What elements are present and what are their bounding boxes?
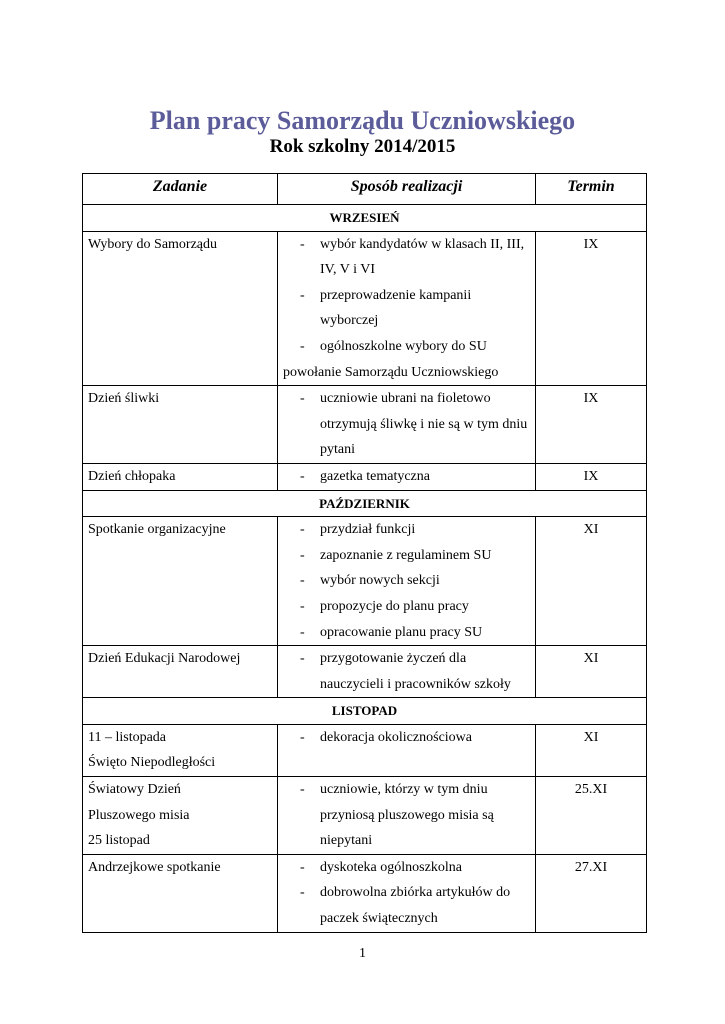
task-cell (83, 646, 278, 698)
table-row (83, 463, 647, 490)
table-row (83, 777, 647, 855)
term-cell: IX (536, 386, 647, 464)
task-cell (83, 854, 278, 932)
header-task: Zadanie (83, 174, 278, 205)
task-cell (83, 777, 278, 855)
task-cell (83, 463, 278, 490)
table-row (83, 646, 647, 698)
method-item: - opracowanie planu pracy SU (283, 620, 530, 646)
method-item: - wybór kandydatów w klasach II, III, IV, V i VI (283, 232, 530, 283)
task-line: Dzień Edukacji Narodowej (88, 651, 241, 667)
method-cell (278, 463, 536, 490)
header-method: Sposób realizacji (278, 174, 536, 205)
method-cell (278, 724, 536, 776)
method-cell (278, 517, 536, 646)
term-cell: XI (536, 646, 647, 698)
method-item: - przygotowanie życzeń dla nauczycieli i pracowników szkoły (283, 646, 530, 697)
method-item: - przydział funkcji (283, 517, 530, 543)
task-cell (83, 386, 278, 464)
month-label: PAŹDZIERNIK (83, 490, 647, 517)
method-item: - uczniowie ubrani na fioletowo otrzymują śliwkę i nie są w tym dniu pytani (283, 386, 530, 463)
method-item: - uczniowie, którzy w tym dniu przyniosą pluszowego misia są niepytani (283, 777, 530, 854)
task-line: Pluszowego misia (88, 807, 190, 823)
term-cell: IX (536, 463, 647, 490)
table-row (83, 517, 647, 646)
task-line: 25 listopad (88, 833, 150, 849)
method-item: - dekoracja okolicznościowa (283, 725, 530, 751)
task-line: 11 – listopada (88, 729, 167, 745)
method-item: - ogólnoszkolne wybory do SU (283, 334, 530, 360)
method-item: - dobrowolna zbiórka artykułów do paczek świątecznych (283, 880, 530, 931)
table-row (83, 386, 647, 464)
task-line: Dzień śliwki (88, 391, 160, 407)
month-label: LISTOPAD (83, 698, 647, 725)
task-line: Wybory do Samorządu (88, 236, 218, 252)
term-cell: XI (536, 517, 647, 646)
document-title: Plan pracy Samorządu Uczniowskiego (149, 106, 576, 135)
term-cell: XI (536, 724, 647, 776)
method-cell (278, 777, 536, 855)
plan-table (82, 173, 647, 933)
method-cell (278, 646, 536, 698)
method-item: - wybór nowych sekcji (283, 568, 530, 594)
method-cell (278, 386, 536, 464)
task-line: Andrzejkowe spotkanie (88, 859, 221, 875)
page-number: 1 (359, 946, 366, 961)
method-extra: powołanie Samorządu Uczniowskiego (283, 364, 499, 380)
month-row (83, 490, 647, 517)
header-term: Termin (536, 174, 647, 205)
task-cell (83, 231, 278, 386)
term-cell: IX (536, 231, 647, 386)
task-cell (83, 517, 278, 646)
month-row (83, 698, 647, 725)
method-item: - przeprowadzenie kampanii wyborczej (283, 283, 530, 334)
table-row (83, 231, 647, 386)
term-cell: 25.XI (536, 777, 647, 855)
month-label: WRZESIEŃ (83, 205, 647, 232)
table-row (83, 854, 647, 932)
method-item: - propozycje do planu pracy (283, 594, 530, 620)
month-row (83, 205, 647, 232)
table-row (83, 724, 647, 776)
method-item: - gazetka tematyczna (283, 464, 530, 490)
table-header-row (83, 174, 647, 205)
task-line: Spotkanie organizacyjne (88, 522, 226, 538)
term-cell: 27.XI (536, 854, 647, 932)
method-item: - dyskoteka ogólnoszkolna (283, 855, 530, 881)
method-cell (278, 231, 536, 386)
task-line: Święto Niepodległości (88, 755, 216, 771)
task-line: Dzień chłopaka (88, 468, 176, 484)
task-cell (83, 724, 278, 776)
task-line: Światowy Dzień (88, 782, 181, 798)
document-subtitle: Rok szkolny 2014/2015 (269, 136, 456, 157)
method-item: - zapoznanie z regulaminem SU (283, 543, 530, 569)
method-cell (278, 854, 536, 932)
